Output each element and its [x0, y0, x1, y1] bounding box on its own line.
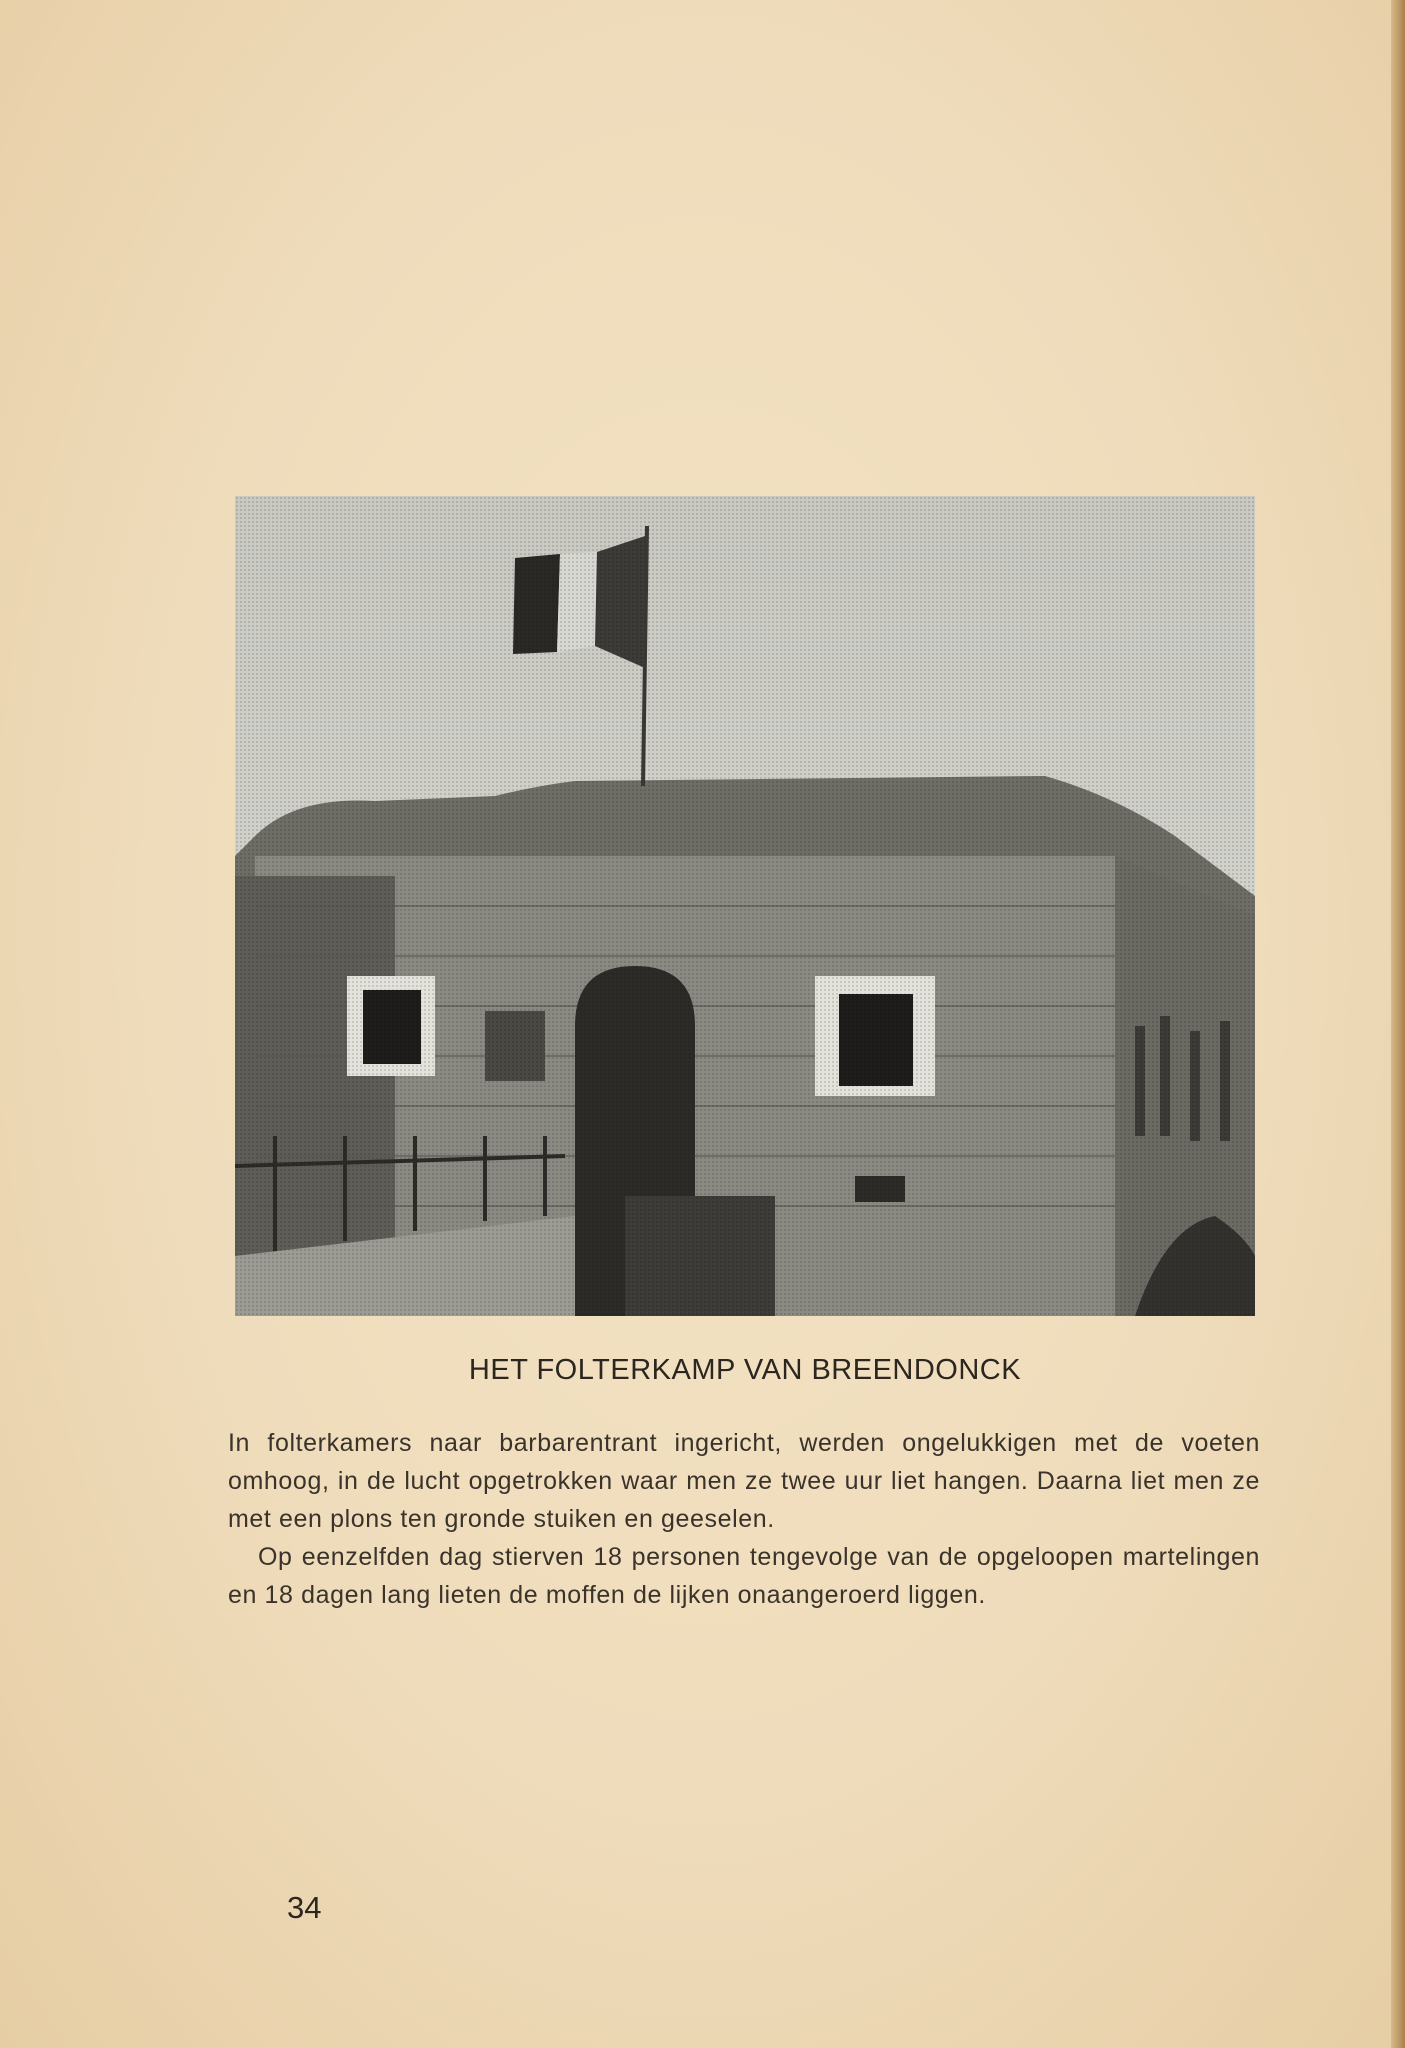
paragraph: In folterkamers naar barbarentrant ingericht, werden ongelukkigen met de voeten omhoog, in de lucht opgetrokken waar men ze twee uur liet hangen. Daarna liet men ze met een plons ten gronde stuiken en geeselen. — [228, 1429, 1260, 1533]
page-edge — [1391, 0, 1405, 2048]
photo-caption: HET FOLTERKAMP VAN BREENDONCK — [468, 1354, 1022, 1386]
page-number: 34 — [287, 1890, 322, 1925]
body-text — [228, 1424, 1260, 1614]
fort-photograph — [235, 496, 1255, 1316]
paragraph: Op eenzelfden dag stierven 18 personen tengevolge van de opgeloopen martelingen en 18 dagen lang lieten de moffen de lijken onaangeroerd liggen. — [228, 1543, 1260, 1609]
